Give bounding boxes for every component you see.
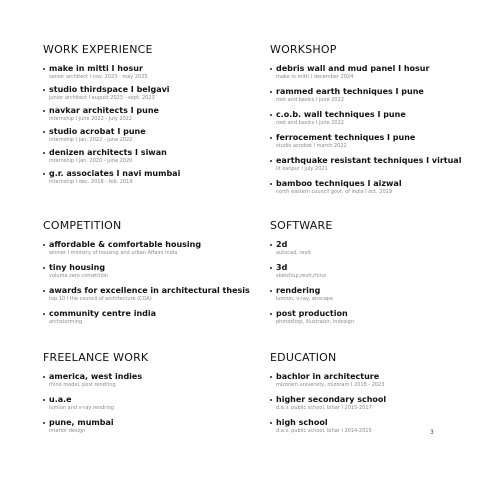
section-title: FREELANCE WORK [43, 351, 149, 364]
section-title: EDUCATION [270, 351, 337, 364]
entry-title: earthquake resistant techniques I virtual [276, 156, 462, 165]
entry-subtitle: lumion, v-ray, enscape [276, 296, 334, 302]
entry-subtitle: interior design [49, 428, 86, 434]
entry-title: ferrocement techniques I pune [276, 133, 416, 142]
entry-subtitle: sketchup,revit,rhino [276, 273, 326, 279]
list-item [43, 286, 250, 303]
list-item [270, 110, 470, 127]
entry-title: higher secondary school [276, 395, 387, 404]
section-title: WORKSHOP [270, 43, 337, 56]
list-item [43, 372, 243, 389]
entry-subtitle: junior architect I august 2023 - sept. 2023 [49, 95, 155, 101]
entry-title: debris wall and mud panel I hosur [276, 64, 430, 73]
section-title: COMPETITION [43, 219, 122, 232]
entry-subtitle: iit kanpur I july 2021 [276, 166, 328, 172]
entry-subtitle: internship I jan. 2020 - june 2020 [49, 158, 133, 164]
section-title: SOFTWARE [270, 219, 333, 232]
entry-subtitle: archstorming [49, 319, 83, 325]
list-item [43, 240, 243, 257]
entry-title: make in mitti I hosur [49, 64, 143, 73]
entry-subtitle: volume zero cometition [49, 273, 109, 279]
workshop-section [270, 43, 470, 202]
list-item [43, 169, 243, 186]
page-number: 3 [430, 429, 434, 436]
list-item [43, 127, 243, 144]
list-item [43, 148, 243, 165]
list-item [270, 133, 470, 150]
entry-title: pune, mumbai [49, 418, 114, 427]
entry-subtitle: d.a.v. public school, bihar I 2015-2017 [276, 405, 372, 411]
list-item [43, 263, 243, 280]
entry-subtitle: make in mitti I december 2024 [276, 74, 354, 80]
list-item [270, 156, 470, 173]
entry-subtitle: photoshop, illustrator, indesign [276, 319, 355, 325]
entry-subtitle: rhino model, post rendring [49, 382, 116, 388]
entry-title: u.a.e [49, 395, 72, 404]
list-item [270, 286, 470, 303]
entry-title: affordable & comfortable housing [49, 240, 202, 249]
entry-subtitle: internship I dec. 2018 - feb. 2019 [49, 179, 133, 185]
entry-title: studio acrobat I pune [49, 127, 146, 136]
entry-title: c.o.b. wall techniques I pune [276, 110, 406, 119]
entry-title: bachlor in architecture [276, 372, 380, 381]
list-item [270, 263, 470, 280]
entry-title: denizen architects I siwan [49, 148, 167, 157]
entry-title: high school [276, 418, 328, 427]
entry-title: rammed earth techniques I pune [276, 87, 424, 96]
entry-title: post production [276, 309, 348, 318]
entry-subtitle: lumion and v-ray rendring [49, 405, 115, 411]
entry-subtitle: d.a.v. public school, bihar I 2014-2015 [276, 428, 372, 434]
list-item [43, 64, 243, 81]
entry-title: tiny housing [49, 263, 106, 272]
section-title: WORK EXPERIENCE [43, 43, 153, 56]
list-item [43, 418, 243, 435]
entry-subtitle: studio acrobat I march 2022 [276, 143, 347, 149]
entry-title: america, west indies [49, 372, 143, 381]
entry-subtitle: mizoram university, mizoram I 2018 - 2023 [276, 382, 385, 388]
entry-title: 2d [276, 240, 288, 249]
competition-section [43, 219, 250, 332]
entry-subtitle: root and basics I june 2022 [276, 120, 344, 126]
list-item [270, 309, 470, 326]
entry-subtitle: top 10 I the council of architecture (COA) [49, 296, 152, 302]
list-item [270, 395, 470, 412]
list-item [270, 87, 470, 104]
list-item [43, 106, 243, 123]
entry-title: bamboo techniques I aizwal [276, 179, 402, 188]
list-item [270, 179, 470, 196]
entry-title: 3d [276, 263, 288, 272]
entry-subtitle: senior architect I nov. 2023 - may 2025 [49, 74, 148, 80]
entry-subtitle: autocad, revit [276, 250, 311, 256]
entry-subtitle: winner I ministry of housing and urban Affairs india [49, 250, 178, 256]
list-item [270, 240, 470, 257]
list-item [270, 64, 470, 81]
education-section [270, 351, 470, 441]
entry-subtitle: root and basics I june 2022 [276, 97, 344, 103]
list-item [43, 395, 243, 412]
list-item [270, 418, 470, 435]
entry-subtitle: internship I june 2022 - july 2022 [49, 116, 133, 122]
software-section [270, 219, 470, 332]
entry-title: community centre india [49, 309, 157, 318]
work-experience-section [43, 43, 243, 190]
entry-subtitle: north eastern council govt. of india I oct. 2019 [276, 189, 393, 195]
entry-title: navkar architects I pune [49, 106, 159, 115]
entry-title: awards for excellence in architectural thesis [49, 286, 250, 295]
entry-subtitle: internship I jan. 2022 - june 2022 [49, 137, 133, 143]
entry-title: g.r. associates I navi mumbai [49, 169, 181, 178]
entry-title: rendering [276, 286, 321, 295]
list-item [270, 372, 470, 389]
list-item [43, 309, 243, 326]
entry-title: studio thirdspace I belgavi [49, 85, 170, 94]
freelance-section [43, 351, 243, 441]
list-item [43, 85, 243, 102]
